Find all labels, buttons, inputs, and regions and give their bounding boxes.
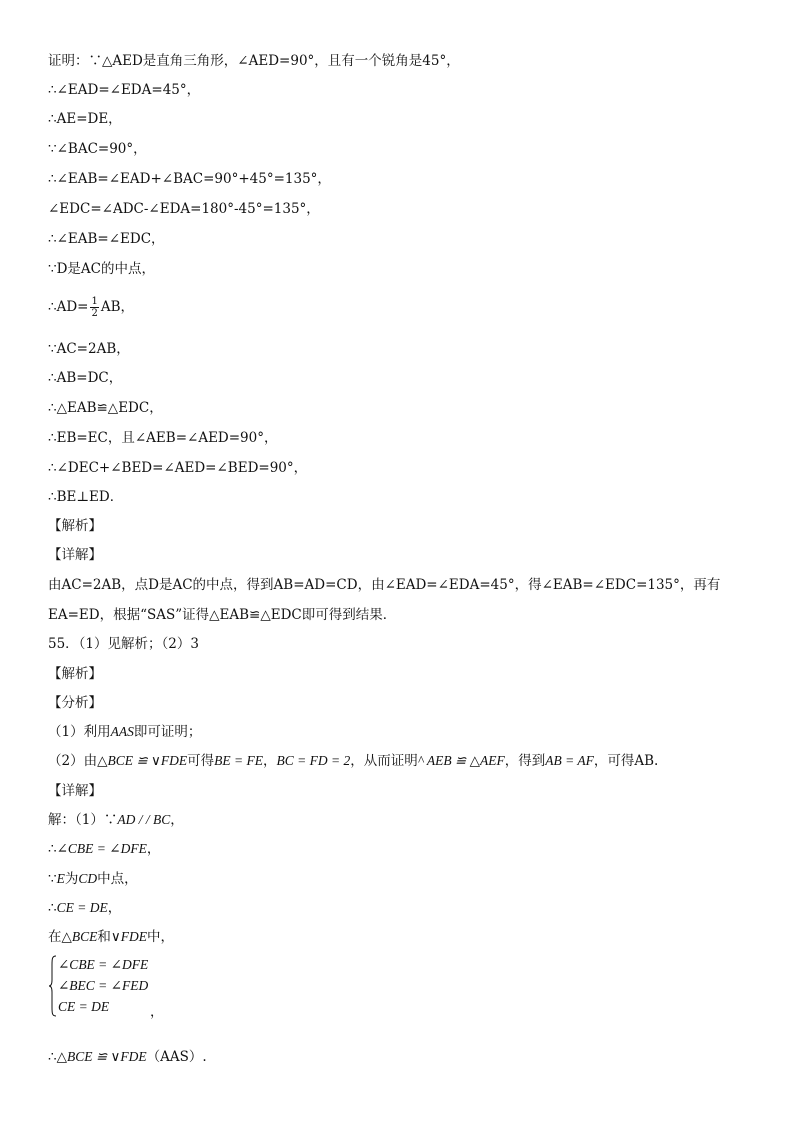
eq-ab-af: AB = AF [545, 753, 594, 768]
analysis-1-suffix: 即可证明； [133, 724, 202, 740]
solution-1-suffix: ， [170, 812, 184, 828]
solution-3-prefix: ∵ [48, 871, 57, 887]
solution-line-2 [48, 840, 160, 858]
solution-4-suffix: ， [107, 900, 122, 916]
section-heading-xiangjie: 【详解】 [48, 547, 102, 563]
triangle-bce: △BCE [61, 929, 98, 944]
fraction-denominator: 2 [91, 308, 98, 319]
explanation-line-1: 由AC=2AB，点D是AC的中点，得到AB=AD=CD，由∠EAD=∠EDA=45°，得∠EAB=∠EDC=135°，再有 [48, 577, 721, 593]
solution-3-suffix: 中点， [97, 871, 138, 887]
section-heading-xiangjie-2: 【详解】 [48, 783, 102, 799]
line9-suffix: AB， [100, 299, 135, 315]
question-55-answer: 55．（1）见解析；（2）3 [48, 636, 199, 652]
eq-ce-de: CE = DE [56, 900, 108, 915]
proof-line-14: ∴∠DEC+∠BED=∠AED=∠BED=90°， [48, 460, 308, 476]
solution-line-3 [48, 870, 138, 888]
explanation-line-2: EA=ED，根据“SAS”证得△EAB≌△EDC即可得到结果． [48, 607, 397, 623]
proof-line-3: ∴AE=DE， [48, 111, 122, 127]
analysis-2-a: （2）由 [48, 753, 98, 769]
system-comma: ， [150, 1004, 164, 1020]
conclusion-suffix: （AAS）. [146, 1049, 207, 1065]
analysis-2-e: ， [263, 753, 277, 769]
angle-cbe-dfe: ∠CBE = ∠DFE [56, 841, 147, 856]
fraction-numerator: 1 [91, 296, 98, 307]
solution-line-4 [48, 899, 121, 917]
congruence-bce-fde: △BCE ≌ ∨FDE [97, 753, 188, 768]
solution-2-prefix: ∴ [48, 841, 57, 857]
section-heading-jiexi: 【解析】 [48, 518, 102, 534]
fraction-one-half [90, 296, 98, 319]
left-brace-icon [48, 955, 58, 1017]
congruence-conclusion: △BCE ≌ ∨FDE [56, 1049, 147, 1064]
parallel-ad-bc: AD / / BC [117, 812, 171, 827]
proof-line-5: ∴∠EAB=∠EAD+∠BAC=90°+45°=135°， [48, 171, 331, 187]
proof-line-13: ∴EB=EC，且∠AEB=∠AED=90°， [48, 430, 278, 446]
analysis-1-prefix: （1）利用 [48, 724, 111, 740]
system-row-2: ∠BEC = ∠FED [58, 978, 149, 993]
triangle-fde: ∨FDE [110, 929, 148, 944]
solution-1-prefix: 解：（1）∵ [48, 812, 118, 828]
proof-line-6: ∠EDC=∠ADC-∠EDA=180°-45°=135°， [48, 201, 320, 217]
proof-line-12: ∴△EAB≌△EDC， [48, 400, 163, 416]
solution-line-1 [48, 811, 184, 829]
proof-line-7: ∴∠EAB=∠EDC， [48, 231, 165, 247]
aas-term: AAS [110, 724, 134, 739]
line9-prefix: ∴AD= [48, 299, 89, 315]
proof-line-10: ∵AC=2AB， [48, 341, 130, 357]
proof-line-15: ∴BE⊥ED． [48, 489, 124, 505]
proof-line-4: ∵∠BAC=90°， [48, 141, 147, 157]
proof-line-9 [48, 296, 134, 319]
solution-line-5 [48, 928, 174, 946]
conclusion-prefix: ∴ [48, 1049, 57, 1065]
analysis-2-k: ，可得AB. [593, 753, 659, 769]
system-row-1: ∠CBE = ∠DFE [58, 957, 149, 972]
solution-conclusion [48, 1048, 207, 1066]
eq-bc-fd: BC = FD = 2 [276, 753, 351, 768]
solution-4-prefix: ∴ [48, 900, 57, 916]
solution-5-mid: 和 [97, 929, 111, 945]
section-heading-fenxi: 【分析】 [48, 695, 102, 711]
eq-be-fe: BE = FE [214, 753, 264, 768]
analysis-line-2 [48, 752, 658, 770]
proof-line-11: ∴AB=DC， [48, 370, 123, 386]
solution-2-suffix: ， [146, 841, 161, 857]
solution-3-mid: 为 [64, 871, 79, 887]
segment-cd: CD [78, 871, 98, 886]
analysis-2-g: ，从而证明 [350, 753, 418, 769]
analysis-2-c: 可得 [187, 753, 215, 769]
solution-5-suffix: 中， [147, 929, 175, 945]
proof-line-2: ∴∠EAD=∠EDA=45°， [48, 82, 201, 98]
solution-5-prefix: 在 [48, 929, 62, 945]
analysis-2-i: ，得到 [504, 753, 546, 769]
proof-line-8: ∵D是AC的中点， [48, 261, 155, 277]
section-heading-jiexi-2: 【解析】 [48, 666, 102, 682]
congruence-aeb-aef: ^ AEB ≌ △AEF [417, 753, 505, 768]
analysis-line-1 [48, 723, 201, 741]
system-row-3: CE = DE [58, 999, 110, 1014]
point-e: E [56, 871, 65, 886]
proof-line-1: 证明：∵△AED是直角三角形，∠AED=90°，且有一个锐角是45°， [48, 53, 460, 69]
